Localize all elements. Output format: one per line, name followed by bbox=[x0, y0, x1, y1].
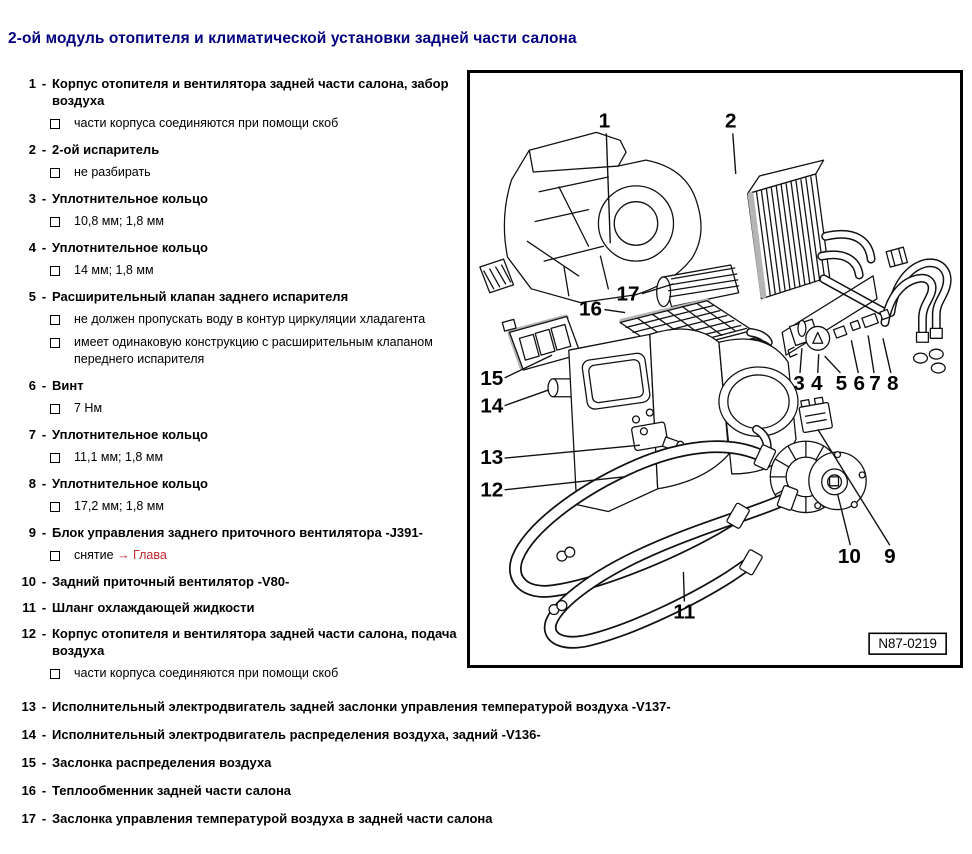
square-bullet-icon bbox=[50, 551, 60, 561]
legend-note bbox=[10, 311, 462, 328]
item-dash: - bbox=[41, 76, 47, 91]
item-dash: - bbox=[41, 626, 47, 641]
item-number: 3 bbox=[28, 191, 36, 206]
item-dash: - bbox=[41, 142, 47, 157]
callout-label-17: 17 bbox=[616, 282, 640, 306]
item-title: Расширительный клапан заднего испарителя bbox=[52, 289, 349, 304]
callout-label-13: 13 bbox=[480, 446, 504, 470]
item-number: 5 bbox=[28, 289, 36, 304]
callout-leader-line-4 bbox=[818, 354, 819, 373]
note-text: 14 мм; 1,8 мм bbox=[74, 263, 154, 277]
item-dash: - bbox=[41, 378, 47, 393]
callout-leader-line-8 bbox=[883, 338, 891, 373]
legend-item-15 bbox=[10, 754, 962, 771]
item-dash: - bbox=[41, 600, 47, 615]
item-title: Теплообменник задней части салона bbox=[52, 783, 292, 798]
callout-label-9: 9 bbox=[884, 545, 896, 569]
item-number: 7 bbox=[28, 427, 36, 442]
note-text: не разбирать bbox=[74, 165, 151, 179]
legend-note bbox=[10, 164, 462, 181]
legend-item-12 bbox=[10, 625, 462, 659]
item-title: Винт bbox=[52, 378, 84, 393]
parts-diagram bbox=[470, 73, 960, 665]
callout-label-1: 1 bbox=[598, 109, 611, 133]
legend-note bbox=[10, 334, 462, 368]
legend-bottom bbox=[10, 698, 962, 838]
legend-note bbox=[10, 498, 462, 515]
legend-item-16 bbox=[10, 782, 962, 799]
callout-leader-line-7 bbox=[868, 335, 874, 373]
callout-label-14: 14 bbox=[480, 394, 504, 418]
legend-item-17 bbox=[10, 810, 962, 827]
note-text: имеет одинаковую конструкцию с расширительным клапаном переднего испарителя bbox=[74, 335, 433, 366]
note-text: 17,2 мм; 1,8 мм bbox=[74, 499, 164, 513]
item-title: Уплотнительное кольцо bbox=[52, 240, 208, 255]
callout-label-6: 6 bbox=[853, 371, 866, 395]
square-bullet-icon bbox=[50, 119, 60, 129]
item-number: 11 bbox=[22, 600, 36, 615]
legend-note bbox=[10, 115, 462, 132]
item-dash: - bbox=[41, 574, 47, 589]
item-title: Уплотнительное кольцо bbox=[52, 476, 208, 491]
legend-item-4 bbox=[10, 239, 462, 256]
item-dash: - bbox=[41, 699, 47, 714]
item-dash: - bbox=[41, 191, 47, 206]
square-bullet-icon bbox=[50, 315, 60, 325]
square-bullet-icon bbox=[50, 266, 60, 276]
item-title: Уплотнительное кольцо bbox=[52, 427, 208, 442]
callout-label-7: 7 bbox=[869, 371, 881, 395]
diagram-part-number: N87-0219 bbox=[878, 636, 937, 652]
callout-leader-line-16 bbox=[604, 310, 625, 313]
callout-label-16: 16 bbox=[578, 297, 603, 321]
item-dash: - bbox=[41, 783, 47, 798]
item-title: Заслонка распределения воздуха bbox=[52, 755, 272, 770]
legend-item-5 bbox=[10, 288, 462, 305]
item-number: 15 bbox=[21, 755, 36, 770]
square-bullet-icon bbox=[50, 217, 60, 227]
note-text: 10,8 мм; 1,8 мм bbox=[74, 214, 164, 228]
item-title: Блок управления заднего приточного вентилятора -J391- bbox=[52, 525, 423, 540]
callout-label-2: 2 bbox=[725, 109, 737, 133]
item-dash: - bbox=[41, 727, 47, 742]
item-number: 4 bbox=[28, 240, 36, 255]
note-text: 11,1 мм; 1,8 мм bbox=[74, 450, 164, 464]
item-number: 1 bbox=[28, 76, 36, 91]
item-dash: - bbox=[41, 525, 47, 540]
item-dash: - bbox=[41, 289, 47, 304]
item-title: Задний приточный вентилятор -V80- bbox=[52, 574, 290, 589]
callout-label-11: 11 bbox=[673, 600, 696, 624]
note-text: части корпуса соединяются при помощи скоб bbox=[74, 666, 339, 680]
callout-leader-line-14 bbox=[505, 390, 549, 406]
chapter-link[interactable]: → Глава bbox=[117, 548, 167, 562]
note-text: 7 Нм bbox=[74, 401, 103, 415]
callout-label-15: 15 bbox=[480, 366, 504, 390]
item-number: 14 bbox=[21, 727, 36, 742]
callout-leader-line-11 bbox=[683, 572, 684, 602]
item-title: Заслонка управления температурой воздуха в задней части салона bbox=[52, 811, 493, 826]
item-title: 2-ой испаритель bbox=[52, 142, 160, 157]
square-bullet-icon bbox=[50, 404, 60, 414]
callout-leader-line-2 bbox=[733, 133, 736, 174]
control-unit-drawing bbox=[798, 396, 833, 432]
pipe-bracket-drawing bbox=[886, 247, 907, 267]
legend-item-13 bbox=[10, 698, 962, 715]
item-dash: - bbox=[41, 476, 47, 491]
item-number: 2 bbox=[28, 142, 36, 157]
item-title: Исполнительный электродвигатель распределения воздуха, задний -V136- bbox=[52, 727, 541, 742]
square-bullet-icon bbox=[50, 502, 60, 512]
item-title: Корпус отопителя и вентилятора задней части салона, забор воздуха bbox=[52, 76, 449, 108]
legend-note bbox=[10, 547, 462, 564]
square-bullet-icon bbox=[50, 168, 60, 178]
page-title: 2-ой модуль отопителя и климатической установки задней части салона bbox=[8, 30, 577, 47]
parts-diagram-frame bbox=[467, 70, 963, 668]
square-bullet-icon bbox=[50, 453, 60, 463]
item-dash: - bbox=[41, 240, 47, 255]
legend-note bbox=[10, 665, 462, 682]
part-number-box bbox=[869, 633, 946, 654]
item-number: 6 bbox=[28, 378, 36, 393]
legend-note bbox=[10, 262, 462, 279]
legend-note bbox=[10, 400, 462, 417]
callout-leader-line-6 bbox=[851, 340, 858, 373]
callout-leader-line-5 bbox=[825, 356, 841, 373]
item-title: Исполнительный электродвигатель задней заслонки управления температурой воздуха -V137- bbox=[52, 699, 671, 714]
callout-label-12: 12 bbox=[480, 478, 504, 502]
callout-leader-line-3 bbox=[800, 348, 802, 373]
callout-label-10: 10 bbox=[837, 545, 861, 569]
legend-item-8 bbox=[10, 475, 462, 492]
note-text: части корпуса соединяются при помощи скоб bbox=[74, 116, 339, 130]
callout-label-3: 3 bbox=[793, 371, 805, 395]
item-dash: - bbox=[41, 427, 47, 442]
legend-item-11 bbox=[10, 599, 462, 616]
item-number: 16 bbox=[21, 783, 36, 798]
evaporator-drawing bbox=[748, 160, 871, 299]
legend-item-14 bbox=[10, 726, 962, 743]
square-bullet-icon bbox=[50, 338, 60, 348]
legend-item-6 bbox=[10, 377, 462, 394]
legend-note bbox=[10, 213, 462, 230]
legend-item-7 bbox=[10, 426, 462, 443]
note-text: снятие → Глава bbox=[74, 548, 167, 562]
item-number: 17 bbox=[21, 811, 36, 826]
legend-item-1 bbox=[10, 75, 462, 109]
legend-item-3 bbox=[10, 190, 462, 207]
callout-label-5: 5 bbox=[835, 371, 848, 395]
square-bullet-icon bbox=[50, 669, 60, 679]
item-number: 9 bbox=[28, 525, 36, 540]
note-text: не должен пропускать воду в контур циркуляции хладагента bbox=[74, 312, 426, 326]
item-dash: - bbox=[41, 755, 47, 770]
item-number: 8 bbox=[28, 476, 36, 491]
item-title: Уплотнительное кольцо bbox=[52, 191, 208, 206]
legend-left bbox=[10, 66, 462, 682]
legend-item-2 bbox=[10, 141, 462, 158]
legend-item-9 bbox=[10, 524, 462, 541]
callout-label-4: 4 bbox=[810, 371, 823, 395]
item-title: Шланг охлаждающей жидкости bbox=[52, 600, 255, 615]
item-number: 13 bbox=[21, 699, 36, 714]
legend-item-10 bbox=[10, 573, 462, 590]
item-number: 10 bbox=[21, 574, 36, 589]
callout-label-8: 8 bbox=[887, 371, 899, 395]
item-number: 12 bbox=[21, 626, 36, 641]
item-dash: - bbox=[41, 811, 47, 826]
item-title: Корпус отопителя и вентилятора задней части салона, подача воздуха bbox=[52, 626, 457, 658]
legend-note bbox=[10, 449, 462, 466]
